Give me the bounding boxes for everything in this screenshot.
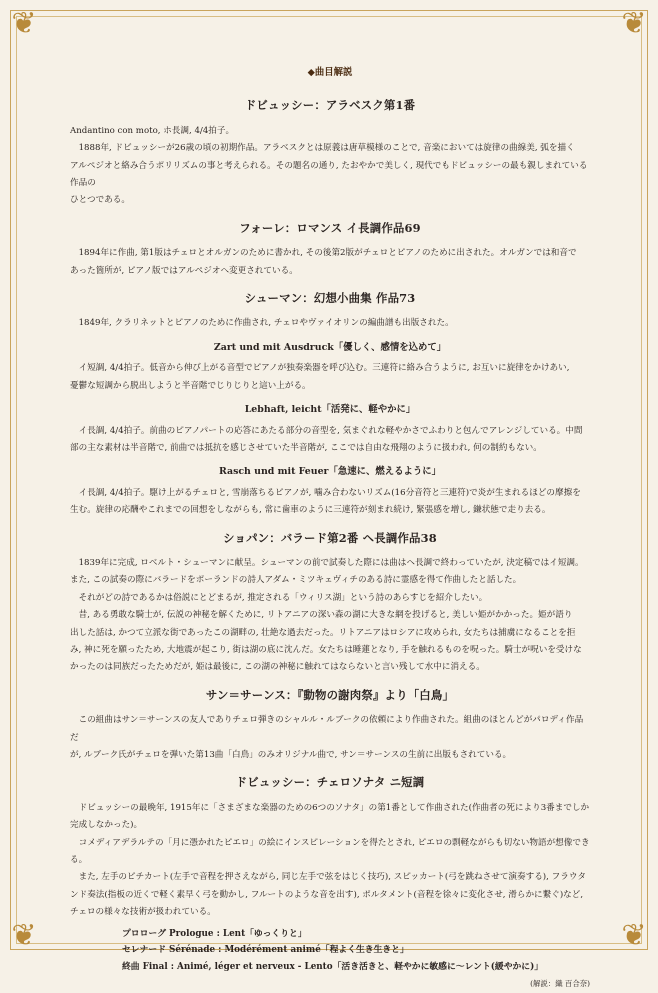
text-line: 部の主な素材は半音階で, 前曲では抵抗を感じさせていた半音階が, ここでは自由な飛翔のように扱われ, 何の制約もない。 <box>70 442 542 453</box>
piece-title: シューマン：幻想小曲集 作品73 <box>244 291 416 306</box>
text-line: それがどの詩であるかは俗説にとどまるが, 推定される「ウィリス湖」という詩のあらすじを紹介したい。 <box>78 592 488 603</box>
text-line: 憂鬱な短調から脱出しようと半音階でじりじりと這い上がる。 <box>70 380 311 391</box>
text-line: かったのは同族だったためだが, 姫は最後に, この湖の神秘に触れてはならないと言い残して水中に消える。 <box>70 662 485 673</box>
text-line: ひとつである。 <box>70 195 130 206</box>
text-line: 生む。旋律の応酬やこれまでの回想をしながらも, 常に歯車のように三連符が刻まれ続け, 緊張感を増し, 鎌状態で走り去る。 <box>70 505 551 516</box>
list-item: 終曲 Final : Animé, léger et nerveux - Lento「活き活きと、軽やかに敏感に〜レント(緩やかに)」 <box>122 961 544 972</box>
piece-title: サン＝サーンス：『動物の謝肉祭』より「白鳥」 <box>205 687 455 702</box>
text-line: イ長調, 4/4拍子。駆け上がるチェロと, 雪崩落ちるピアノが, 噛み合わないリズム(16分音符と三連符)で炎が生まれるほどの摩擦を <box>78 487 581 498</box>
corner-ornament-icon: ❦ <box>11 6 37 41</box>
list-item: プロローグ Prologue : Lent「ゆっくりと」 <box>122 928 307 939</box>
text-line: Andantino con moto, ホ長調, 4/4拍子。 <box>70 125 235 136</box>
text-line: 出した話は, かつて立派な街であったこの湖畔の, 壮絶な過去だった。リトアニアはロシアに攻められ, 女たちは捕虜になることを拒 <box>70 627 576 638</box>
text-line: また, この試奏の際にバラードをポーランドの詩人アダム・ミツキェヴィチのある詩に霊感を得て作曲したと話した。 <box>70 575 522 586</box>
section-label: ◆曲目解説 <box>307 67 353 78</box>
program-notes <box>70 64 590 993</box>
text-line: ドビュッシーの最晩年, 1915年に「さまざまな楽器のための6つのソナタ」の第1番として作曲された(作曲者の死により3番までしか <box>78 802 590 813</box>
text-line: この組曲はサン＝サーンスの友人でありチェロ弾きのシャルル・ルブークの依頼により作曲された。組曲のほとんどがパロディ作品だ <box>70 715 584 743</box>
corner-ornament-icon: ❦ <box>621 6 647 41</box>
text-line: ンド奏法(指板の近くで軽く素早く弓を動かし, フルートのような音を出す), ポルタメント(音程を徐々に変化させ, 滑らかに繋ぐ)など, <box>70 889 584 900</box>
text-line: 1888年, ドビュッシーが26歳の頃の初期作品。アラベスクとは原義は唐草模様のことで, 音楽においては旋律の曲線美, 弧を描く <box>78 143 575 154</box>
text-line: イ短調, 4/4拍子。低音から伸び上がる音型でピアノが独奏楽器を呼び込む。三連符に絡み合うように, お互いに旋律をかけあい, <box>78 363 570 374</box>
text-line: 完成しなかった)。 <box>70 820 143 831</box>
corner-ornament-icon: ❦ <box>11 918 37 953</box>
text-line: が, ルブーク氏がチェロを弾いた第13曲「白鳥」のみオリジナル曲で, サン＝サーンスの生前に出版もされている。 <box>70 750 512 760</box>
text-line: アルペジオと絡み合うポリリズムの事と考えられる。その題名の通り, たおやかで美しく, 現代でもドビュッシーの最も親しまれている作品の <box>70 160 588 189</box>
text-line: チェロの様々な技術が扱われている。 <box>70 907 216 918</box>
text-line: あった箇所が, ピアノ版ではアルペジオへ変更されている。 <box>70 265 298 276</box>
list-item: セレナード Sérénade : Modérément animé「程よく生き生きと」 <box>122 945 409 956</box>
piece-title: ドビュッシー：チェロソナタ ニ短調 <box>235 775 425 790</box>
text-line: 1894年に作曲, 第1版はチェロとオルガンのために書かれ, その後第2版がチェロとピアノのために出された。オルガンでは和音で <box>78 248 577 259</box>
author-credit: (解説：織 百合奈) <box>530 979 590 989</box>
piece-title: ショパン：バラード第2番 ヘ長調作品38 <box>223 530 437 545</box>
text-line: み, 神に死を願ったため, 大地震が起こり, 街は湖の底に沈んだ。女たちは睡蓮となり, 手を触れるものを呪った。騎士が呪いを受けな <box>70 644 582 655</box>
movement-title: Rasch und mit Feuer「急速に、燃えるように」 <box>218 466 441 478</box>
text-line: コメディアデラルテの「月に憑かれたピエロ」の絵にインスピレーションを得たとされ, ピエロの剽軽ながらも切ない物語が想像できる。 <box>70 837 590 866</box>
text-line: また, 左手のピチカート(左手で音程を押さえながら, 同じ左手で弦をはじく技巧), スピッカート(弓を跳ねさせて演奏する), フラウタ <box>78 872 586 883</box>
piece-title: ドビュッシー：アラベスク第1番 <box>244 98 416 113</box>
movement-title: Lebhaft, leicht「活発に、軽やかに」 <box>244 404 416 416</box>
text-line: イ長調, 4/4拍子。前曲のピアノパートの応答にあたる部分の音型を, 気まぐれな軽やかさでふわりと包んでアレンジしている。中間 <box>78 425 583 436</box>
text-line: 1839年に完成, ロベルト・シューマンに献呈。シューマンの前で試奏した際には曲はヘ長調で終わっていたが, 決定稿ではイ短調。 <box>78 557 584 568</box>
movement-title: Zart und mit Ausdruck「優しく、感情を込めて」 <box>213 341 447 353</box>
text-line: 昔, ある勇敢な騎士が, 伝説の神秘を解くために, リトアニアの深い森の湖に大きな網を投げると, 美しい姫がかかった。姫が語り <box>78 610 573 621</box>
corner-ornament-icon: ❦ <box>621 918 647 953</box>
movement-list <box>122 926 590 976</box>
text-line: 1849年, クラリネットとピアノのために作曲され, チェロやヴァイオリンの編曲譜も出版された。 <box>78 318 454 329</box>
piece-title: フォーレ：ロマンス イ長調作品69 <box>239 220 421 235</box>
